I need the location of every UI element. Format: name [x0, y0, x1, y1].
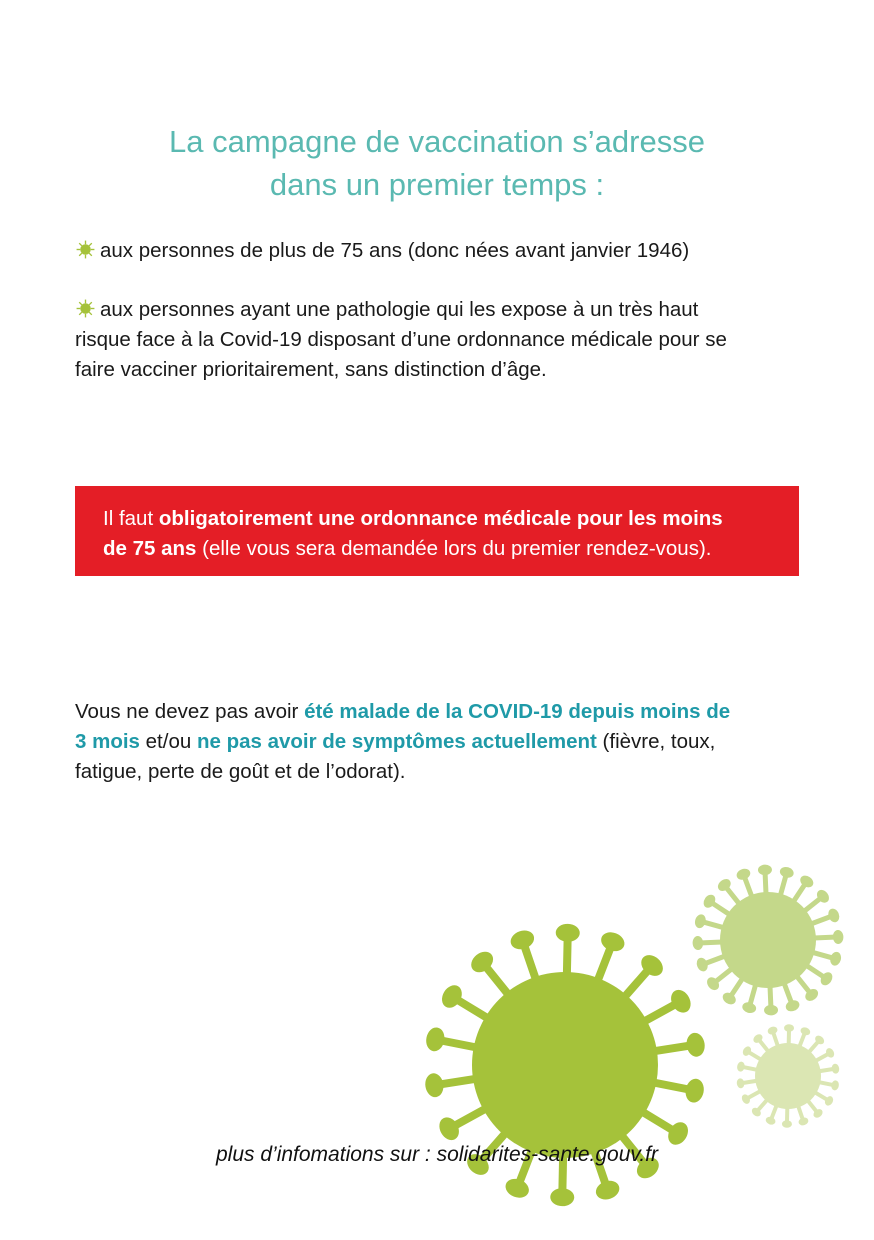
bullet-text-line: faire vacciner prioritairement, sans distinction d’âge. [75, 358, 547, 381]
note-text: et/ou [139, 730, 197, 753]
alert-bold-line-2: de 75 ans [103, 537, 197, 560]
note-text: Vous ne devez pas avoir [75, 700, 305, 723]
virus-small-icon [736, 1024, 840, 1128]
alert-bold-line-1: obligatoirement une ordonnance médicale pour les moins [158, 507, 723, 530]
virus-medium-icon [692, 864, 843, 1015]
note-highlight: été malade de la COVID-19 depuis moins de [304, 700, 731, 723]
alert-suffix: (elle vous sera demandée lors du premier rendez-vous). [196, 537, 712, 560]
note-text: fatigue, perte de goût et de l’odorat). [75, 760, 406, 783]
note-text: (fièvre, toux, [596, 730, 716, 753]
footer-info-link[interactable]: plus d’infomations sur : solidarites-sante.gouv.fr [216, 1143, 658, 1166]
alert-prefix: Il faut [103, 507, 159, 530]
note-highlight: ne pas avoir de symptômes actuellement [196, 730, 597, 753]
bullet-text: aux personnes de plus de 75 ans (donc nées avant janvier 1946) [100, 239, 690, 262]
bullet-text-line: aux personnes ayant une pathologie qui les expose à un très haut [100, 298, 699, 321]
title-line-2: dans un premier temps : [269, 167, 605, 202]
title-line-1: La campagne de vaccination s’adresse [169, 124, 705, 159]
note-highlight: 3 mois [75, 730, 140, 753]
bullet-text-line: risque face à la Covid-19 disposant d’une ordonnance médicale pour se [75, 328, 727, 351]
